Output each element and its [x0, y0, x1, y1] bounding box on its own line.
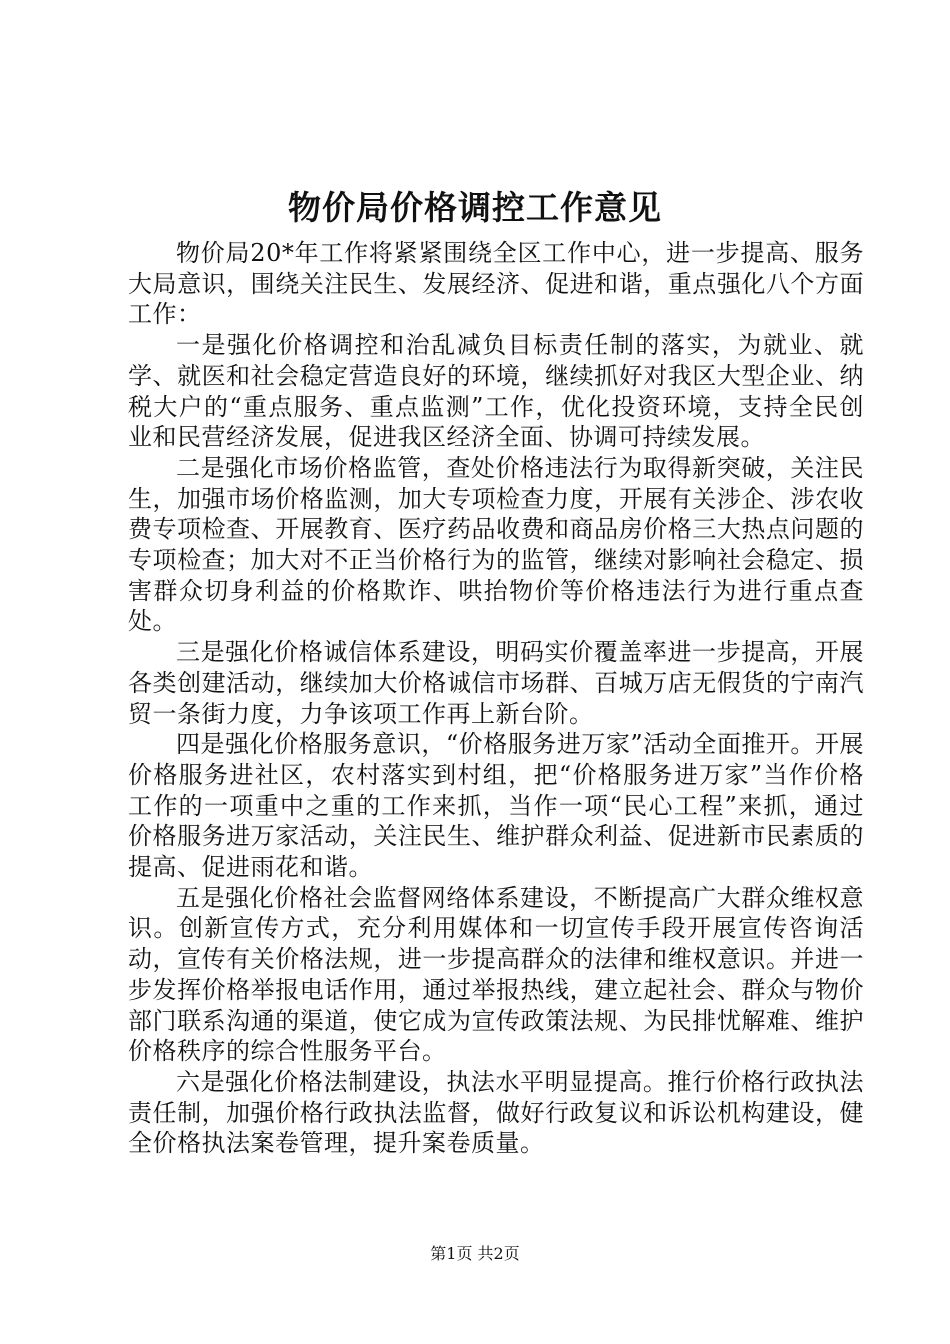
- paragraph-intro: 物价局20*年工作将紧紧围绕全区工作中心，进一步提高、服务大局意识，围绕关注民生、发展经济、促进和谐，重点强化八个方面工作：: [128, 239, 864, 329]
- paragraph-point-6: 六是强化价格法制建设，执法水平明显提高。推行价格行政执法责任制，加强价格行政执法监督，做好行政复议和诉讼机构建设，健全价格执法案卷管理，提升案卷质量。: [128, 1067, 864, 1158]
- paragraph-point-5: 五是强化价格社会监督网络体系建设，不断提高广大群众维权意识。创新宣传方式，充分利用媒体和一切宣传手段开展宣传咨询活动，宣传有关价格法规，进一步提高群众的法律和维权意识。并进一步发挥价格举报电话作用，通过举报热线，建立起社会、群众与物价部门联系沟通的渠道，使它成为宣传政策法规、为民排忧解难、维护价格秩序的综合性服务平台。: [128, 883, 864, 1066]
- page-number-footer: 第1页 共2页: [430, 1244, 520, 1263]
- document-body: [128, 238, 864, 1159]
- paragraph-point-1: 一是强化价格调控和治乱减负目标责任制的落实，为就业、就学、就医和社会稳定营造良好的环境，继续抓好对我区大型企业、纳税大户的“重点服务、重点监测”工作，优化投资环境，支持全民创业和民营经济发展，促进我区经济全面、协调可持续发展。: [128, 331, 864, 452]
- paragraph-point-3: 三是强化价格诚信体系建设，明码实价覆盖率进一步提高，开展各类创建活动，继续加大价格诚信市场群、百城万店无假货的宁南汽贸一条街力度，力争该项工作再上新台阶。: [128, 638, 864, 728]
- paragraph-point-2: 二是强化市场价格监管，查处价格违法行为取得新突破，关注民生，加强市场价格监测，加大专项检查力度，开展有关涉企、涉农收费专项检查、开展教育、医疗药品收费和商品房价格三大热点问题的专项检查；加大对不正当价格行为的监管，继续对影响社会稳定、损害群众切身利益的价格欺诈、哄抬物价等价格违法行为进行重点查处。: [128, 453, 864, 636]
- document-title: 物价局价格调控工作意见: [288, 188, 662, 227]
- paragraph-point-4: 四是强化价格服务意识，“价格服务进万家”活动全面推开。开展价格服务进社区，农村落实到村组，把“价格服务进万家”当作价格工作的一项重中之重的工作来抓，当作一项“民心工程”来抓，通过价格服务进万家活动，关注民生、维护群众利益、促进新市民素质的提高、促进雨花和谐。: [128, 730, 864, 882]
